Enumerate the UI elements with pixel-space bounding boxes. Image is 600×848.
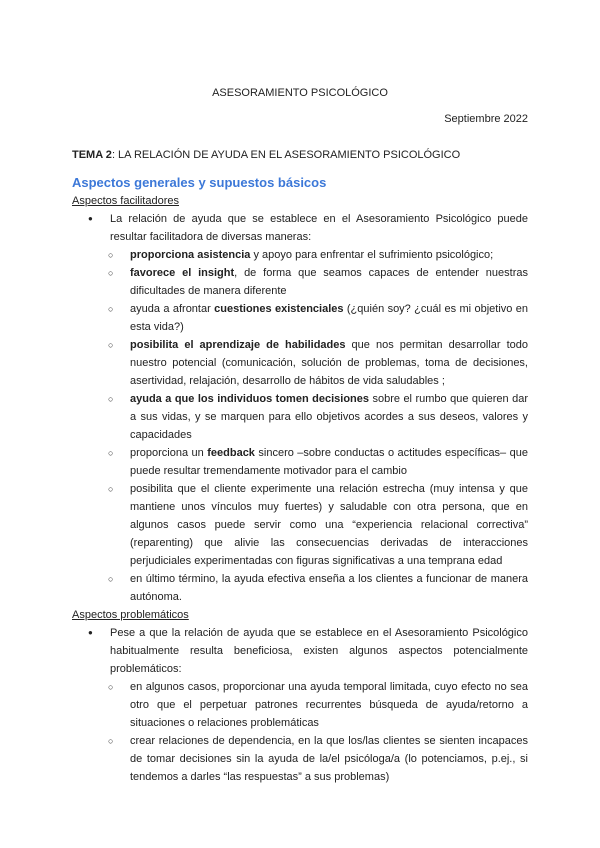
list-item <box>130 732 528 786</box>
item-bold: feedback <box>207 447 255 459</box>
item-bold: cuestiones existenciales <box>214 303 344 315</box>
list-item <box>130 678 528 732</box>
list-item <box>130 300 528 336</box>
document-date: Septiembre 2022 <box>444 113 528 125</box>
item-text: y apoyo para enfrentar el sufrimiento psicológico; <box>250 249 494 261</box>
facilitadores-intro <box>110 210 528 606</box>
item-bold: ayuda a que los individuos tomen decisiones <box>130 393 369 405</box>
item-text: sobre el rumbo que quieren dar a sus vidas, y se marquen para ello objetivos acordes a sus deseos, valores y capacidades <box>130 393 528 441</box>
item-text: posibilita que el cliente experimente una relación estrecha (muy intensa y que mantiene unos vínculos muy fuertes) y saludable con otra persona, que en algunos casos puede servir como una “experiencia relacional correctiva” (reparenting) que alivie las consecuencias derivadas de interacciones perjudiciales experimentadas con figuras significativas a una temprana edad <box>130 483 528 567</box>
item-text: sincero –sobre conductas o actitudes específicas– que puede resultar tremendamente motivador para el cambio <box>130 447 528 477</box>
list-item <box>130 444 528 480</box>
facilitadores-sublist <box>110 246 528 606</box>
item-bold: posibilita el aprendizaje de habilidades <box>130 339 346 351</box>
list-item <box>130 336 528 390</box>
item-text: que nos permitan desarrollar todo nuestro potencial (comunicación, solución de problemas, toma de decisiones, asertividad, relajación, desarrollo de hábitos de vida saludables ; <box>130 339 528 387</box>
list-item <box>130 246 528 264</box>
topic-label: TEMA 2 <box>72 149 112 161</box>
problematicos-sublist <box>110 678 528 786</box>
problematicos-intro-text: Pese a que la relación de ayuda que se establece en el Asesoramiento Psicológico habitualmente resulta beneficiosa, existen algunos aspectos potencialmente problemáticos: <box>110 627 528 675</box>
item-pre: ayuda a afrontar <box>130 303 215 315</box>
item-text: , de forma que seamos capaces de entender nuestras dificultades de manera diferente <box>130 267 528 297</box>
item-text: en último término, la ayuda efectiva enseña a los clientes a funcionar de manera autónoma. <box>130 573 528 603</box>
list-item <box>130 480 528 570</box>
facilitadores-list <box>72 210 528 606</box>
problematicos-subheading: Aspectos problemáticos <box>72 609 189 621</box>
item-pre: proporciona un <box>130 447 208 459</box>
facilitadores-intro-text: La relación de ayuda que se establece en el Asesoramiento Psicológico puede resultar facilitadora de diversas maneras: <box>110 213 528 243</box>
item-text: en algunos casos, proporcionar una ayuda temporal limitada, cuyo efecto no sea otro que el perpetuar patrones recurrentes búsqueda de ayuda/retorno a situaciones o relaciones problemáticas <box>130 681 528 729</box>
topic-heading <box>72 146 528 164</box>
list-item <box>130 390 528 444</box>
list-item <box>130 264 528 300</box>
facilitadores-subheading: Aspectos facilitadores <box>72 195 179 207</box>
item-bold: proporciona asistencia <box>130 249 251 261</box>
problematicos-intro <box>110 624 528 786</box>
section-heading: Aspectos generales y supuestos básicos <box>72 175 327 190</box>
item-bold: favorece el insight <box>130 267 235 279</box>
document-title: ASESORAMIENTO PSICOLÓGICO <box>212 87 388 99</box>
topic-title: : LA RELACIÓN DE AYUDA EN EL ASESORAMIENTO PSICOLÓGICO <box>111 149 461 161</box>
item-text: (¿quién soy? ¿cuál es mi objetivo en esta vida?) <box>130 303 528 333</box>
list-item <box>130 570 528 606</box>
problematicos-list <box>72 624 528 786</box>
item-text: crear relaciones de dependencia, en la que los/las clientes se sienten incapaces de tomar decisiones sin la ayuda de la/el psicóloga/a (lo potenciamos, p.ej., si tendemos a darles “las respuestas” a sus problemas) <box>130 735 528 783</box>
